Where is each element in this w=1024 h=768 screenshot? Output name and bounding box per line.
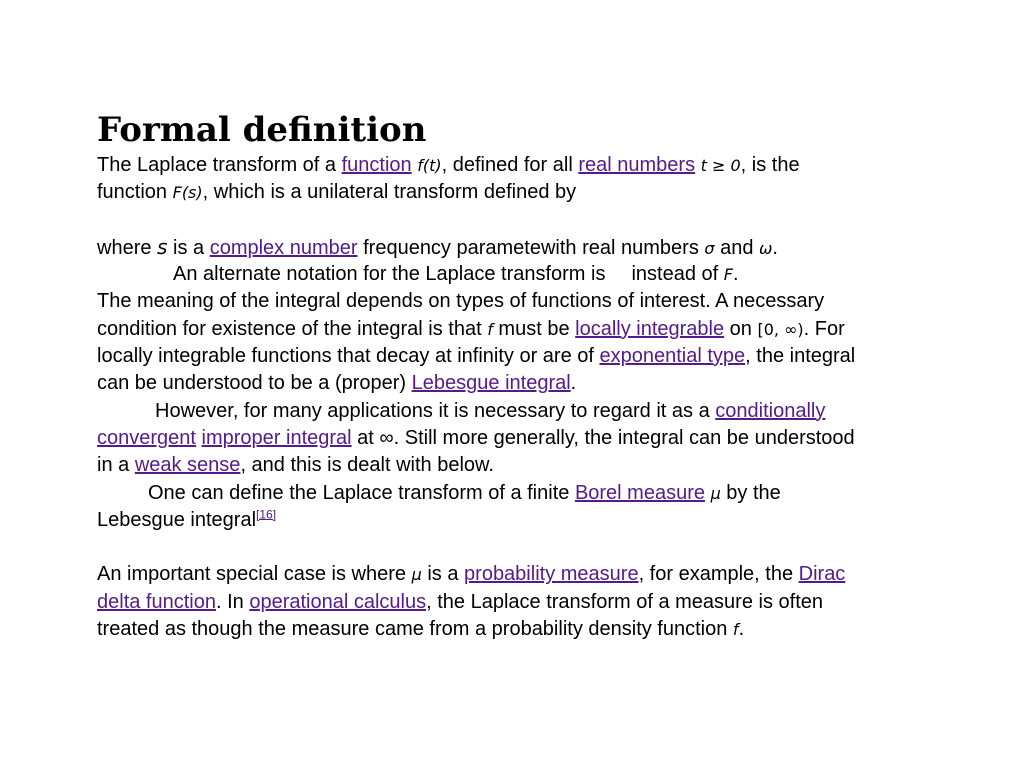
blank-line: [97, 207, 977, 234]
text-run: , defined for all: [441, 154, 579, 176]
text-run: The Laplace transform of a: [97, 154, 342, 176]
text-line: [97, 452, 977, 479]
text-line: [97, 425, 977, 452]
link-complex-number[interactable]: complex number: [209, 236, 358, 259]
text-run: in a: [97, 454, 135, 477]
text-run: , which is a unilateral transform defined by: [202, 181, 577, 204]
math-f-of-t: f(t): [417, 156, 442, 175]
text-run: .: [732, 263, 739, 286]
text-run: .: [570, 372, 577, 395]
text-run: However, for many applications it is necessary to regard it as a: [155, 399, 716, 422]
math-f: f: [732, 620, 739, 640]
text-line: [97, 288, 977, 315]
text-run: where: [97, 236, 158, 259]
text-run: is a: [167, 236, 210, 259]
link-borel-measure[interactable]: Borel measure: [574, 481, 705, 504]
text-run: The meaning of the integral depends on types of functions of interest. A necessary: [97, 290, 825, 313]
math-F: F: [723, 265, 733, 285]
text-run: , is the: [740, 154, 800, 176]
link-probability-measure[interactable]: probability measure: [464, 563, 639, 586]
math-sigma: σ: [704, 238, 715, 258]
text-run: locally integrable functions that decay at infinity or are of: [97, 345, 600, 368]
link-exponential-type[interactable]: exponential type: [599, 345, 746, 368]
text-run: treated as though the measure came from a probability density function: [97, 618, 733, 641]
reference-16-link[interactable]: [16]: [256, 507, 277, 522]
link-improper-integral[interactable]: improper integral: [201, 426, 352, 449]
text-line: [97, 507, 977, 534]
text-run: Lebesgue integral: [97, 508, 257, 531]
text-run: instead of: [631, 263, 724, 286]
text-run: at ∞. Still more generally, the integral can be understood: [351, 426, 855, 449]
text-run: can be understood to be a (proper): [97, 372, 412, 395]
text-line: [97, 261, 977, 288]
text-run: , the Laplace transform of a measure is often: [426, 590, 823, 613]
math-s: s: [157, 234, 168, 259]
blank-line: [97, 534, 977, 561]
text-run: , and this is dealt with below.: [240, 454, 494, 477]
text-run: One can define the Laplace transform of a finite: [148, 481, 575, 504]
link-lebesgue-integral[interactable]: Lebesgue integral: [411, 372, 571, 395]
text-line: [97, 152, 977, 179]
text-run: An alternate notation for the Laplace transform is: [173, 263, 606, 286]
text-line: [97, 480, 977, 507]
link-locally-integrable[interactable]: locally integrable: [575, 317, 725, 340]
text-run: condition for existence of the integral is that: [97, 317, 488, 340]
math-F-of-s: F(s): [172, 183, 203, 203]
math-omega: ω: [759, 238, 773, 258]
text-run: An important special case is where: [97, 563, 412, 586]
link-delta-function[interactable]: delta function: [97, 590, 216, 613]
text-run: .: [738, 618, 745, 641]
text-line: [97, 398, 977, 425]
math-interval: [0, ∞): [757, 319, 804, 339]
text-line: [97, 316, 977, 343]
link-operational-calculus[interactable]: operational calculus: [249, 590, 427, 613]
text-run: . In: [215, 590, 250, 613]
page-title: Formal definition: [97, 110, 427, 150]
link-weak-sense[interactable]: weak sense: [134, 454, 241, 477]
text-run: frequency parametewith real numbers: [357, 236, 705, 259]
text-run: . For: [803, 317, 845, 340]
link-dirac[interactable]: Dirac: [798, 563, 846, 586]
text-run: function: [97, 181, 173, 204]
link-convergent[interactable]: convergent: [97, 426, 196, 449]
math-f: f: [487, 319, 493, 339]
text-run: by the: [720, 481, 781, 504]
link-conditionally[interactable]: conditionally: [715, 399, 826, 422]
text-line: [97, 179, 977, 206]
text-line: [97, 561, 977, 588]
body-text: [97, 152, 977, 643]
text-run: on: [724, 317, 758, 340]
text-run: must be: [492, 317, 576, 340]
text-run: is a: [421, 563, 465, 586]
math-mu: μ: [411, 565, 422, 585]
text-line: [97, 616, 977, 643]
math-t-ge-0: t ≥ 0: [700, 156, 741, 175]
link-function[interactable]: function: [341, 154, 412, 176]
text-line: [97, 234, 977, 261]
text-run: , the integral: [745, 345, 856, 368]
link-real-numbers[interactable]: real numbers: [578, 154, 696, 176]
text-line: [97, 589, 977, 616]
text-line: [97, 370, 977, 397]
math-mu: μ: [710, 483, 721, 503]
text-run: , for example, the: [638, 563, 799, 586]
text-run: and: [714, 236, 760, 259]
text-line: [97, 343, 977, 370]
text-run: .: [772, 236, 778, 259]
